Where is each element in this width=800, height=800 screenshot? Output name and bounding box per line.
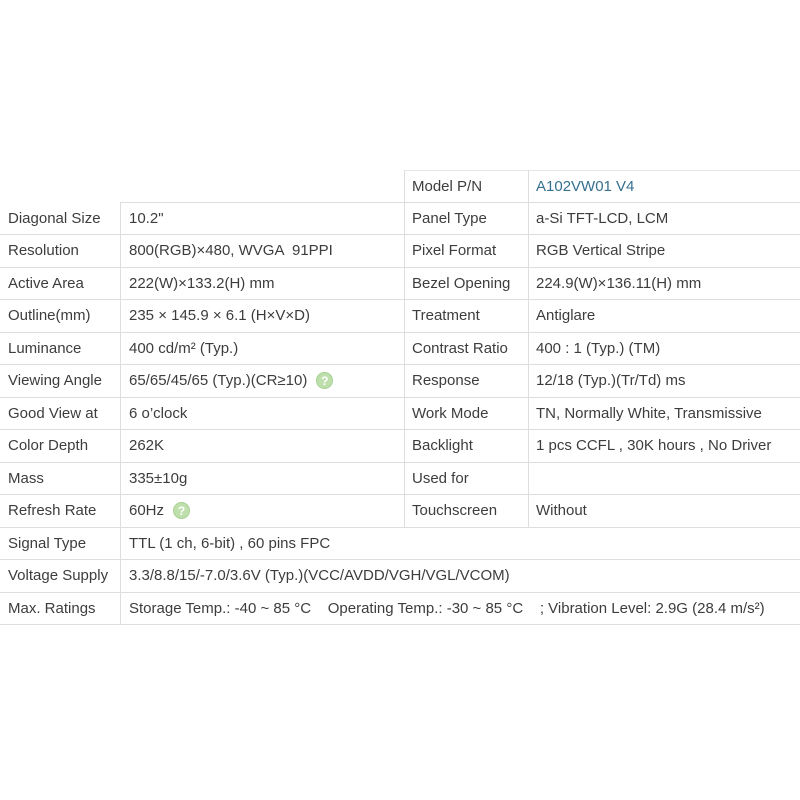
table-row [0,333,800,366]
table-row [0,430,800,463]
spec-label-empty [0,170,120,203]
spec-value-active-area [120,268,404,301]
value-text: 60Hz [129,502,165,520]
spec-label-work-mode [404,398,528,431]
value-text: Antiglare [536,307,596,325]
spec-value-diagonal-size [120,203,404,236]
spec-value-bezel-opening [528,268,800,301]
spec-label-color-depth [0,430,120,463]
spec-label-mass [0,463,120,496]
label-text: Diagonal Size [8,209,101,227]
spec-label-treatment [404,300,528,333]
value-text: 10.2" [129,209,164,227]
value-text: 222(W)×133.2(H) mm [129,274,275,292]
spec-label-model-pn [404,170,528,203]
label-text: Active Area [8,274,84,292]
spec-label-active-area [0,268,120,301]
value-text: 400 cd/m² (Typ.) [129,339,239,357]
value-text: 224.9(W)×136.11(H) mm [536,274,702,292]
spec-value-mass [120,463,404,496]
spec-label-response [404,365,528,398]
spec-label-outline [0,300,120,333]
spec-label-contrast-ratio [404,333,528,366]
label-text: Model P/N [412,177,483,195]
label-text: Treatment [412,307,480,325]
value-text: Storage Temp.: -40 ~ 85 °C Operating Temp.: -30 ~ 85 °C ; Vibration Level: 2.9G (28.4 m/s²) [129,599,765,617]
spec-value-viewing-angle [120,365,404,398]
spec-value-touchscreen [528,495,800,528]
spec-label-touchscreen [404,495,528,528]
spec-value-resolution [120,235,404,268]
value-text: 65/65/45/65 (Typ.)(CR≥10) [129,372,308,390]
label-text: Panel Type [412,209,487,227]
label-text: Work Mode [412,404,489,422]
spec-table [0,170,800,625]
spec-label-max-ratings [0,593,120,626]
label-text: Color Depth [8,437,89,455]
help-icon[interactable]: ? [173,502,190,519]
value-text: 3.3/8.8/15/-7.0/3.6V (Typ.)(VCC/AVDD/VGH/VGL/VCOM) [129,567,510,585]
spec-value-outline [120,300,404,333]
value-text: Without [536,502,587,520]
label-text: Used for [412,469,469,487]
label-text: Touchscreen [412,502,498,520]
label-text: Response [412,372,480,390]
model-number-link[interactable]: A102VW01 V4 [536,177,635,195]
value-text: 400 : 1 (Typ.) (TM) [536,339,661,357]
spec-value-empty [120,170,404,203]
spec-value-voltage-supply [120,560,800,593]
label-text: Bezel Opening [412,274,511,292]
spec-value-response [528,365,800,398]
table-row [0,528,800,561]
value-text: 1 pcs CCFL , 30K hours , No Driver [536,437,772,455]
spec-value-used-for [528,463,800,496]
table-row [0,300,800,333]
label-text: Mass [8,469,44,487]
spec-value-signal-type [120,528,800,561]
label-text: Max. Ratings [8,599,96,617]
table-row [0,235,800,268]
spec-label-viewing-angle [0,365,120,398]
spec-value-refresh-rate [120,495,404,528]
label-text: Signal Type [8,534,87,552]
spec-value-max-ratings [120,593,800,626]
table-row [0,398,800,431]
table-row [0,593,800,626]
label-text: Outline(mm) [8,307,91,325]
value-text: TTL (1 ch, 6-bit) , 60 pins FPC [129,534,331,552]
value-text: TN, Normally White, Transmissive [536,404,762,422]
spec-label-bezel-opening [404,268,528,301]
spec-value-luminance [120,333,404,366]
label-text: Luminance [8,339,82,357]
value-text: 12/18 (Typ.)(Tr/Td) ms [536,372,686,390]
label-text: Refresh Rate [8,502,97,520]
spec-label-backlight [404,430,528,463]
spec-value-treatment [528,300,800,333]
table-row [0,170,800,203]
spec-label-diagonal-size [0,203,120,236]
label-text: Backlight [412,437,473,455]
value-text: 235 × 145.9 × 6.1 (H×V×D) [129,307,310,325]
spec-value-good-view-at [120,398,404,431]
table-row [0,495,800,528]
label-text: Pixel Format [412,242,497,260]
spec-label-panel-type [404,203,528,236]
spec-label-voltage-supply [0,560,120,593]
label-text: Viewing Angle [8,372,102,390]
value-text: a-Si TFT-LCD, LCM [536,209,669,227]
spec-label-refresh-rate [0,495,120,528]
value-text: 800(RGB)×480, WVGA 91PPI [129,242,333,260]
label-text: Contrast Ratio [412,339,508,357]
spec-value-color-depth [120,430,404,463]
spec-label-good-view-at [0,398,120,431]
spec-value-pixel-format [528,235,800,268]
spec-value-panel-type [528,203,800,236]
spec-label-resolution [0,235,120,268]
table-row [0,203,800,236]
spec-label-used-for [404,463,528,496]
spec-value-backlight [528,430,800,463]
label-text: Good View at [8,404,98,422]
value-text: 6 o’clock [129,404,188,422]
spec-value-contrast-ratio [528,333,800,366]
table-row [0,268,800,301]
value-text: 335±10g [129,469,188,487]
table-row [0,463,800,496]
label-text: Resolution [8,242,79,260]
spec-value-model-pn [528,170,800,203]
value-text: RGB Vertical Stripe [536,242,666,260]
spec-value-work-mode [528,398,800,431]
help-icon[interactable]: ? [316,372,333,389]
spec-label-signal-type [0,528,120,561]
table-row [0,560,800,593]
spec-label-pixel-format [404,235,528,268]
table-row [0,365,800,398]
label-text: Voltage Supply [8,567,109,585]
value-text: 262K [129,437,165,455]
spec-label-luminance [0,333,120,366]
